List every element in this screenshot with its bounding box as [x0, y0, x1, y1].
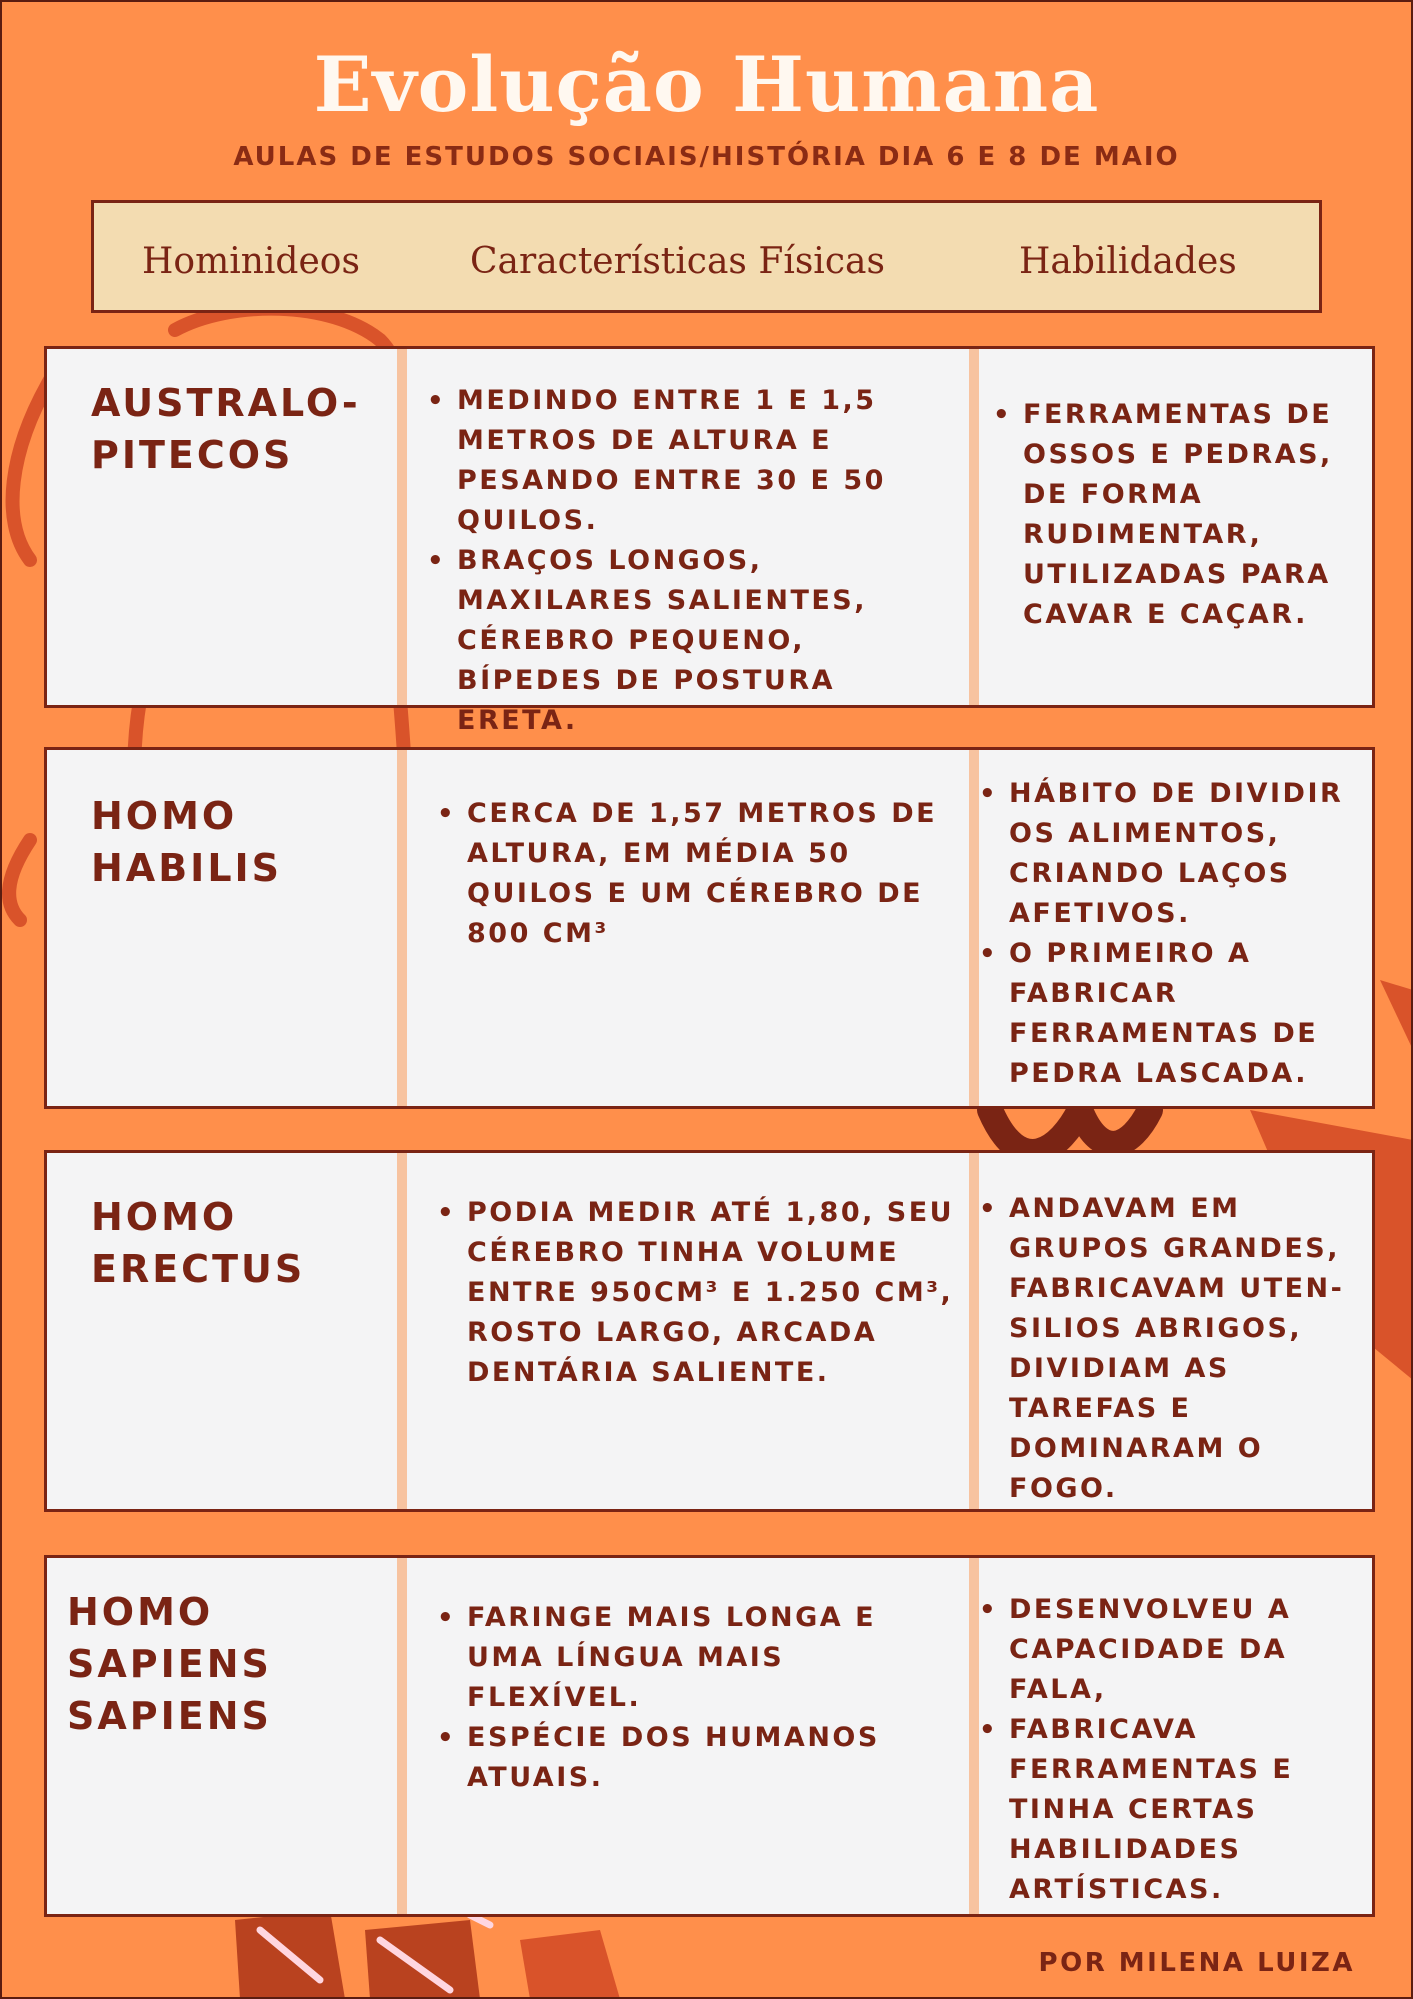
abilities-list: [979, 1189, 1374, 1509]
header-caracteristicas: Características Físicas: [470, 241, 885, 282]
column-divider: [969, 1558, 979, 1914]
page-subtitle: AULAS DE ESTUDOS SOCIAIS/HISTÓRIA DIA 6 E 8 DE MAIO: [233, 142, 1180, 172]
column-divider: [397, 349, 407, 705]
abilities-list: [993, 395, 1363, 635]
list-item: • FERRAMENTAS DE OSSOS E PEDRAS, DE FORMA RUDIMENTAR, UTILIZADAS PARA CAVAR E CAÇAR.: [993, 395, 1363, 635]
physical-traits-list: [437, 1193, 962, 1393]
list-item: • ESPÉCIE DOS HUMANOS ATUAIS.: [437, 1718, 962, 1798]
abilities-list: [979, 774, 1374, 1094]
list-item: • CERCA DE 1,57 METROS DE ALTURA, EM MÉDIA 50 QUILOS E UM CÉREBRO DE 800 CM³: [437, 794, 962, 954]
list-item: • FARINGE MAIS LONGA E UMA LÍNGUA MAIS FLEXÍVEL.: [437, 1598, 962, 1718]
column-divider: [969, 1153, 979, 1509]
header-habilidades: Habilidades: [1019, 241, 1237, 282]
hominid-name: AUSTRALO- PITECOS: [91, 381, 361, 477]
list-item: • FABRICAVA FERRAMENTAS E TINHA CERTAS HABILIDADES ARTÍSTICAS.: [979, 1710, 1374, 1910]
list-item: • ANDAVAM EM GRUPOS GRANDES, FABRICAVAM UTEN-SILIOS ABRIGOS, DIVIDIAM AS TAREFAS E DOMINARAM O FOGO.: [979, 1189, 1374, 1509]
header-hominideos: Hominideos: [142, 241, 360, 282]
column-divider: [969, 750, 979, 1106]
hominid-name: HOMO HABILIS: [91, 794, 283, 890]
row-homo-erectus: [44, 1150, 1375, 1512]
physical-traits-list: [437, 794, 962, 954]
page-title: Evolução Humana: [313, 40, 1100, 129]
list-item: • DESENVOLVEU A CAPACIDADE DA FALA,: [979, 1590, 1374, 1710]
list-item: • BRAÇOS LONGOS, MAXILARES SALIENTES, CÉREBRO PEQUENO, BÍPEDES DE POSTURA ERETA.: [427, 541, 957, 741]
hominid-name: HOMO ERECTUS: [91, 1195, 306, 1291]
column-divider: [969, 349, 979, 705]
table-header: [91, 200, 1322, 313]
row-homo-sapiens-sapiens: [44, 1555, 1375, 1917]
column-divider: [397, 750, 407, 1106]
column-divider: [397, 1153, 407, 1509]
author-byline: POR MILENA LUIZA: [1038, 1948, 1355, 1978]
list-item: • PODIA MEDIR ATÉ 1,80, SEU CÉREBRO TINHA VOLUME ENTRE 950CM³ E 1.250 CM³, ROSTO LARGO, ARCADA DENTÁRIA SALIENTE.: [437, 1193, 962, 1393]
list-item: • MEDINDO ENTRE 1 E 1,5 METROS DE ALTURA E PESANDO ENTRE 30 E 50 QUILOS.: [427, 381, 957, 541]
physical-traits-list: [427, 381, 957, 741]
row-homo-habilis: [44, 747, 1375, 1109]
physical-traits-list: [437, 1598, 962, 1798]
list-item: • O PRIMEIRO A FABRICAR FERRAMENTAS DE PEDRA LASCADA.: [979, 934, 1374, 1094]
list-item: • HÁBITO DE DIVIDIR OS ALIMENTOS, CRIANDO LAÇOS AFETIVOS.: [979, 774, 1374, 934]
abilities-list: [979, 1590, 1374, 1910]
hominid-name: HOMO SAPIENS SAPIENS: [67, 1590, 272, 1738]
row-australopitecos: [44, 346, 1375, 736]
